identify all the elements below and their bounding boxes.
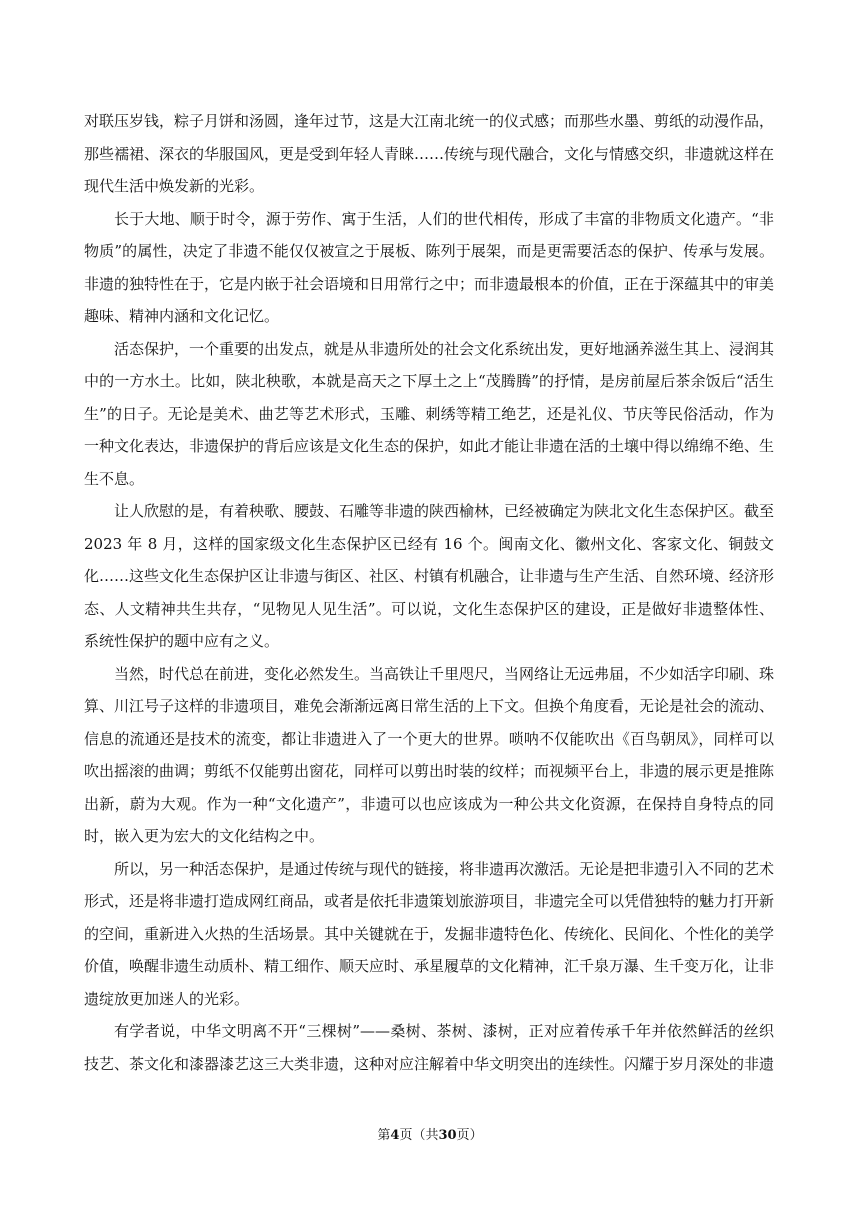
article-body — [84, 105, 774, 1080]
paragraph: 对联压岁钱，粽子月饼和汤圆，逢年过节，这是大江南北统一的仪式感；而那些水墨、剪纸的动漫作品，那些襦裙、深衣的华服国风，更是受到年轻人青睐……传统与现代融合，文化与情感交织，非遗就这样在现代生活中焕发新的光彩。 — [84, 112, 775, 195]
paragraph: 让人欣慰的是，有着秧歌、腰鼓、石雕等非遗的陕西榆林，已经被确定为陕北文化生态保护区。截至 2023 年 8 月，这样的国家级文化生态保护区已经有 16 个。闽南文化、徽州文化、客家文化、铜鼓文化……这些文化生态保护区让非遗与街区、社区、村镇有机融合，让非遗与生产生活、自然环境、经济形态、人文精神共生共存，“见物见人见生活”。可以说，文化生态保护区的建设，正是做好非遗整体性、系统性保护的题中应有之义。 — [84, 502, 775, 650]
paragraph: 有学者说，中华文明离不开“三棵树”——桑树、茶树、漆树，正对应着传承千年并依然鲜活的丝织技艺、茶文化和漆器漆艺这三大类非遗，这种对应注解着中华文明突出的连续性。闪耀于岁月深处的非遗 — [84, 1022, 775, 1073]
footer-middle: 页（共 — [399, 1128, 439, 1143]
footer-suffix: 页） — [456, 1128, 483, 1143]
page-footer — [0, 1124, 860, 1143]
current-page-number: 4 — [390, 1128, 400, 1143]
paragraph: 当然，时代总在前进，变化必然发生。当高铁让千里咫尺，当网络让无远弗届，不少如活字印刷、珠算、川江号子这样的非遗项目，难免会渐渐远离日常生活的上下文。但换个角度看，无论是社会的流动、信息的流通还是技术的流变，都让非遗进入了一个更大的世界。唢呐不仅能吹出《百鸟朝凤》，同样可以吹出摇滚的曲调；剪纸不仅能剪出窗花，同样可以剪出时装的纹样；而视频平台上，非遗的展示更是推陈出新，蔚为大观。作为一种“文化遗产”，非遗可以也应该成为一种公共文化资源，在保持自身特点的同时，嵌入更为宏大的文化结构之中。 — [84, 664, 775, 845]
footer-prefix: 第 — [377, 1128, 391, 1143]
paragraph: 活态保护，一个重要的出发点，就是从非遗所处的社会文化系统出发，更好地涵养滋生其上、浸润其中的一方水土。比如，陕北秧歌，本就是高天之下厚土之上“茂腾腾”的抒情，是房前屋后茶余饭后“活生生”的日子。无论是美术、曲艺等艺术形式，玉雕、刺绣等精工绝艺，还是礼仪、节庆等民俗活动，作为一种文化表达，非遗保护的背后应该是文化生态的保护，如此才能让非遗在活的土壤中得以绵绵不绝、生生不息。 — [84, 339, 775, 488]
total-page-count: 30 — [438, 1128, 457, 1143]
paragraph: 长于大地、顺于时令，源于劳作、寓于生活，人们的世代相传，形成了丰富的非物质文化遗产。“非物质”的属性，决定了非遗不能仅仅被宣之于展板、陈列于展架，而是更需要活态的保护、传承与发展。非遗的独特性在于，它是内嵌于社会语境和日用常行之中；而非遗最根本的价值，正在于深蕴其中的审美趣味、精神内涵和文化记忆。 — [84, 209, 775, 325]
paragraph: 所以，另一种活态保护，是通过传统与现代的链接，将非遗再次激活。无论是把非遗引入不同的艺术形式，还是将非遗打造成网红商品，或者是依托非遗策划旅游项目，非遗完全可以凭借独特的魅力打开新的空间，重新进入火热的生活场景。其中关键就在于，发掘非遗特色化、传统化、民间化、个性化的美学价值，唤醒非遗生动质朴、精工细作、顺天应时、承星履草的文化精神，汇千泉万瀑、生千变万化，让非遗绽放更加迷人的光彩。 — [84, 859, 775, 1008]
